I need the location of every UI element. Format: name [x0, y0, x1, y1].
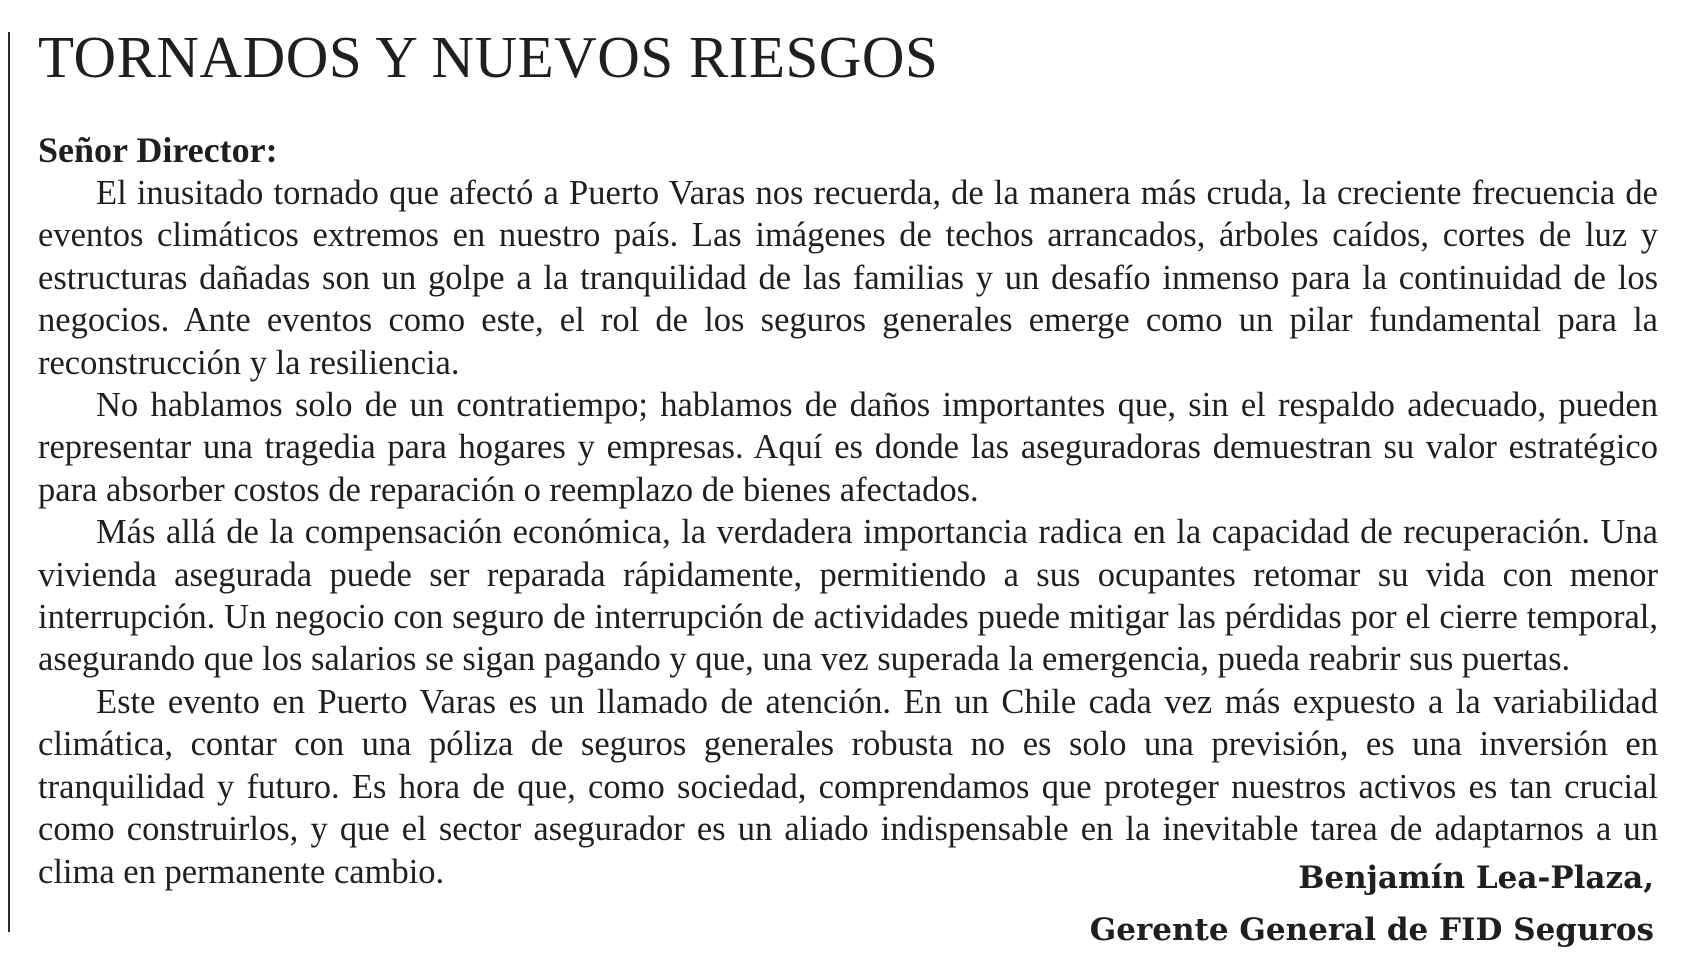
column-rule	[8, 32, 10, 932]
paragraph-4: Este evento en Puerto Varas es un llamado de atención. En un Chile cada vez más expuesto a la variabilidad climática, contar con una póliza de seguros generales robusta no es solo una previsión, es una inversión en tranquilidad y futuro. Es hora de que, como sociedad, comprendamos que proteger nuestros activos es tan crucial como construirlos, y que el sector asegurador es un aliado indispensable en la inevitable tarea de adaptarnos a un clima en permanente cambio.	[38, 682, 1658, 891]
letter-body	[38, 128, 1658, 893]
salutation: Señor Director:	[38, 130, 278, 170]
letter-title: TORNADOS Y NUEVOS RIESGOS	[38, 24, 939, 90]
signature-block	[1090, 852, 1654, 956]
author-role: Gerente General de FID Seguros	[1089, 912, 1654, 948]
paragraph-1: El inusitado tornado que afectó a Puerto Varas nos recuerda, de la manera más cruda, la creciente frecuencia de eventos climáticos extremos en nuestro país. Las imágenes de techos arrancados, árboles caídos, cortes de luz y estructuras dañadas son un golpe a la tranquilidad de las familias y un desafío inmenso para la continuidad de los negocios. Ante eventos como este, el rol de los seguros generales emerge como un pilar fundamental para la reconstrucción y la resiliencia.	[38, 174, 1658, 382]
paragraph-3: Más allá de la compensación económica, la verdadera importancia radica en la capacidad de recuperación. Una vivienda asegurada puede ser reparada rápidamente, permitiendo a sus ocupantes retomar su vida con menor interrupción. Un negocio con seguro de interrupción de actividades puede mitigar las pérdidas por el cierre temporal, asegurando que los salarios se sigan pagando y que, una vez superada la emergencia, pueda reabrir sus puertas.	[38, 513, 1658, 679]
paragraph-2: No hablamos solo de un contratiempo; hablamos de daños importantes que, sin el respaldo adecuado, pueden representar una tragedia para hogares y empresas. Aquí es donde las aseguradoras demuestran su valor estratégico para absorber costos de reparación o reemplazo de bienes afectados.	[38, 386, 1658, 509]
author-name: Benjamín Lea-Plaza,	[1298, 860, 1654, 896]
